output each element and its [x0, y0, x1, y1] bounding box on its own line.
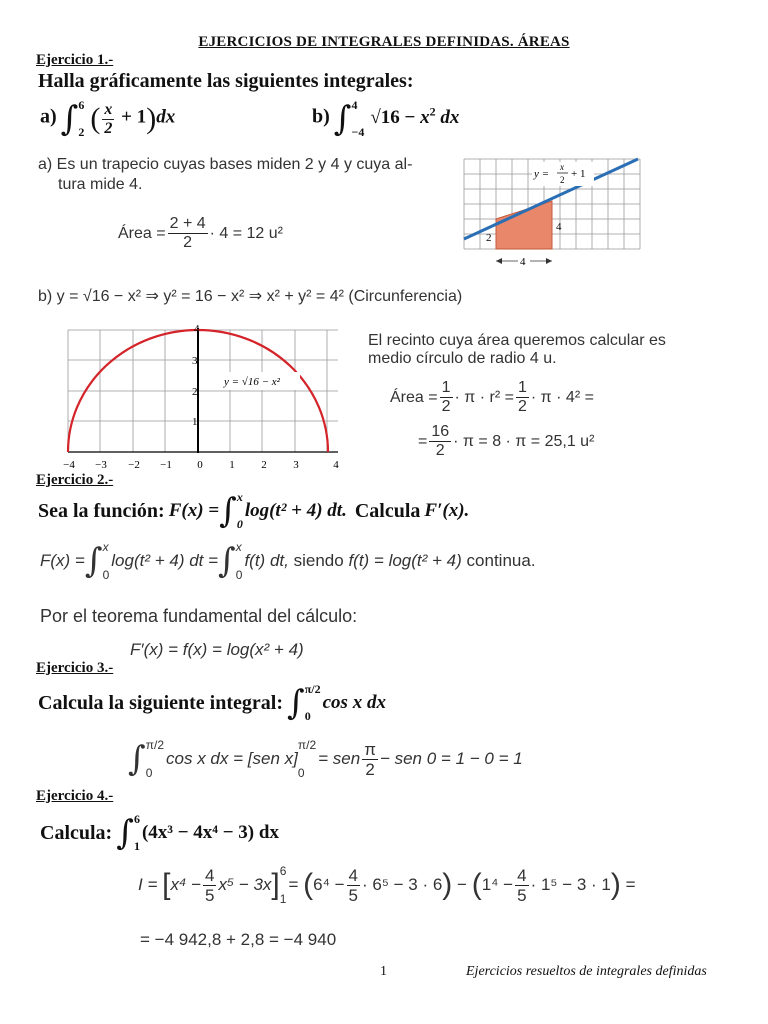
curve-label: y = √16 − x² — [224, 376, 280, 388]
ex1-b-area-line2: = $\frac{16}{2}$ · π = 8 · π = 25,1 u² — [418, 423, 595, 459]
ex2-result: F′(x) = f(x) = log(x² + 4) — [130, 640, 304, 659]
ex1-heading: Ejercicio 1.- — [36, 52, 114, 68]
svg-text:−4: −4 — [63, 459, 75, 471]
svg-text:1: 1 — [229, 459, 235, 471]
svg-text:2: 2 — [261, 459, 267, 471]
page-number: 1 — [380, 964, 387, 979]
ex4-final: = −4 942,8 + 2,8 = −4 940 — [140, 930, 337, 949]
svg-text:3: 3 — [293, 459, 299, 471]
ex3-heading: Ejercicio 3.- — [36, 660, 114, 676]
ex1-integral-a: a) ∫ 6 2 ( $\frac{x}{2}$ + 1)dx — [40, 98, 176, 139]
page-title: EJERCICIOS DE INTEGRALES DEFINIDAS. ÁREAS — [198, 34, 570, 50]
ex1-b-area-line1: Área = $\frac{1}{2}$ · π · r² = $\frac{1}{2}$ · π · 4² = — [390, 379, 594, 415]
ex2-line2: F(x) = ∫ x 0 log(t² + 4) dt = ∫ x 0 f(t) dt, siendo f(t) = log(t² + 4) continua. — [40, 540, 536, 582]
svg-text:3: 3 — [192, 355, 198, 367]
ex1-b-text-1: El recinto cuya área queremos calcular es — [368, 332, 666, 349]
svg-text:2: 2 — [560, 175, 565, 185]
left-base-label: 2 — [486, 232, 492, 244]
svg-text:−2: −2 — [128, 459, 140, 471]
footer-caption: Ejercicios resueltos de integrales definidas — [466, 964, 707, 979]
ex1-b-equation: b) y = √16 − x² ⇒ y² = 16 − x² ⇒ x² + y² = 4² (Circunferencia) — [38, 288, 463, 305]
ex1-integral-b: b) ∫ 4 −4 $√16 - x^2$ dx — [312, 98, 460, 139]
svg-text:4: 4 — [194, 323, 200, 335]
ex1-b-text-2: medio círculo de radio 4 u. — [368, 350, 557, 367]
ex2-theorem: Por el teorema fundamental del cálculo: — [40, 606, 358, 626]
svg-text:+ 1: + 1 — [571, 168, 586, 180]
trapezoid-area — [496, 201, 552, 249]
ex4-prompt: Calcula: ∫ 6 1 (4x³ − 4x⁴ − 3) dx — [40, 812, 279, 853]
trapezoid-graph — [460, 155, 660, 275]
svg-text:4: 4 — [333, 459, 339, 471]
ex3-solution: ∫ π/2 0 cos x dx = [sen x] π/2 0 = sen $\frac{\pi}{2}$ − sen 0 = 1 − 0 = 1 — [128, 738, 523, 780]
semicircle-graph — [60, 320, 350, 475]
line-label: y = — [534, 168, 550, 180]
svg-text:1: 1 — [192, 416, 198, 428]
ex1-prompt: Halla gráficamente las siguientes integrales: — [38, 70, 414, 92]
ex2-heading: Ejercicio 2.- — [36, 472, 114, 488]
ex3-prompt: Calcula la siguiente integral: ∫ π/2 0 cos x dx — [38, 682, 386, 723]
ex4-solution: I = [ x⁴ − $\frac{4}{5}$ x⁵ − 3x ] 6 1 = ( 6⁴ − $\frac{4}{5}$ · 6⁵ − 3 · 6 ) − ( 1⁴ − $\frac{4}{5}$ · 1⁵ − 3 · 1 ) = — [138, 864, 636, 906]
width-label: 4 — [520, 256, 526, 268]
ex1-a-text-2: tura mide 4. — [58, 176, 143, 193]
svg-text:2: 2 — [192, 386, 198, 398]
semicircle-grid — [68, 330, 338, 452]
svg-text:x: x — [560, 162, 564, 172]
ex2-prompt: Sea la función: F(x) = ∫ x 0 log(t² + 4) dt. Calcula F′(x). — [38, 490, 470, 531]
svg-text:−1: −1 — [160, 459, 172, 471]
x-tick-labels — [63, 459, 339, 471]
right-base-label: 4 — [556, 221, 562, 233]
ex1-a-area: Área = $\frac{2 + 4}{2}$ · 4 = 12 u² — [118, 215, 283, 251]
svg-text:0: 0 — [197, 459, 203, 471]
svg-text:−3: −3 — [95, 459, 107, 471]
ex1-a-text-1: a) Es un trapecio cuyas bases miden 2 y 4 y cuya al- — [38, 156, 413, 173]
ex4-heading: Ejercicio 4.- — [36, 788, 114, 804]
